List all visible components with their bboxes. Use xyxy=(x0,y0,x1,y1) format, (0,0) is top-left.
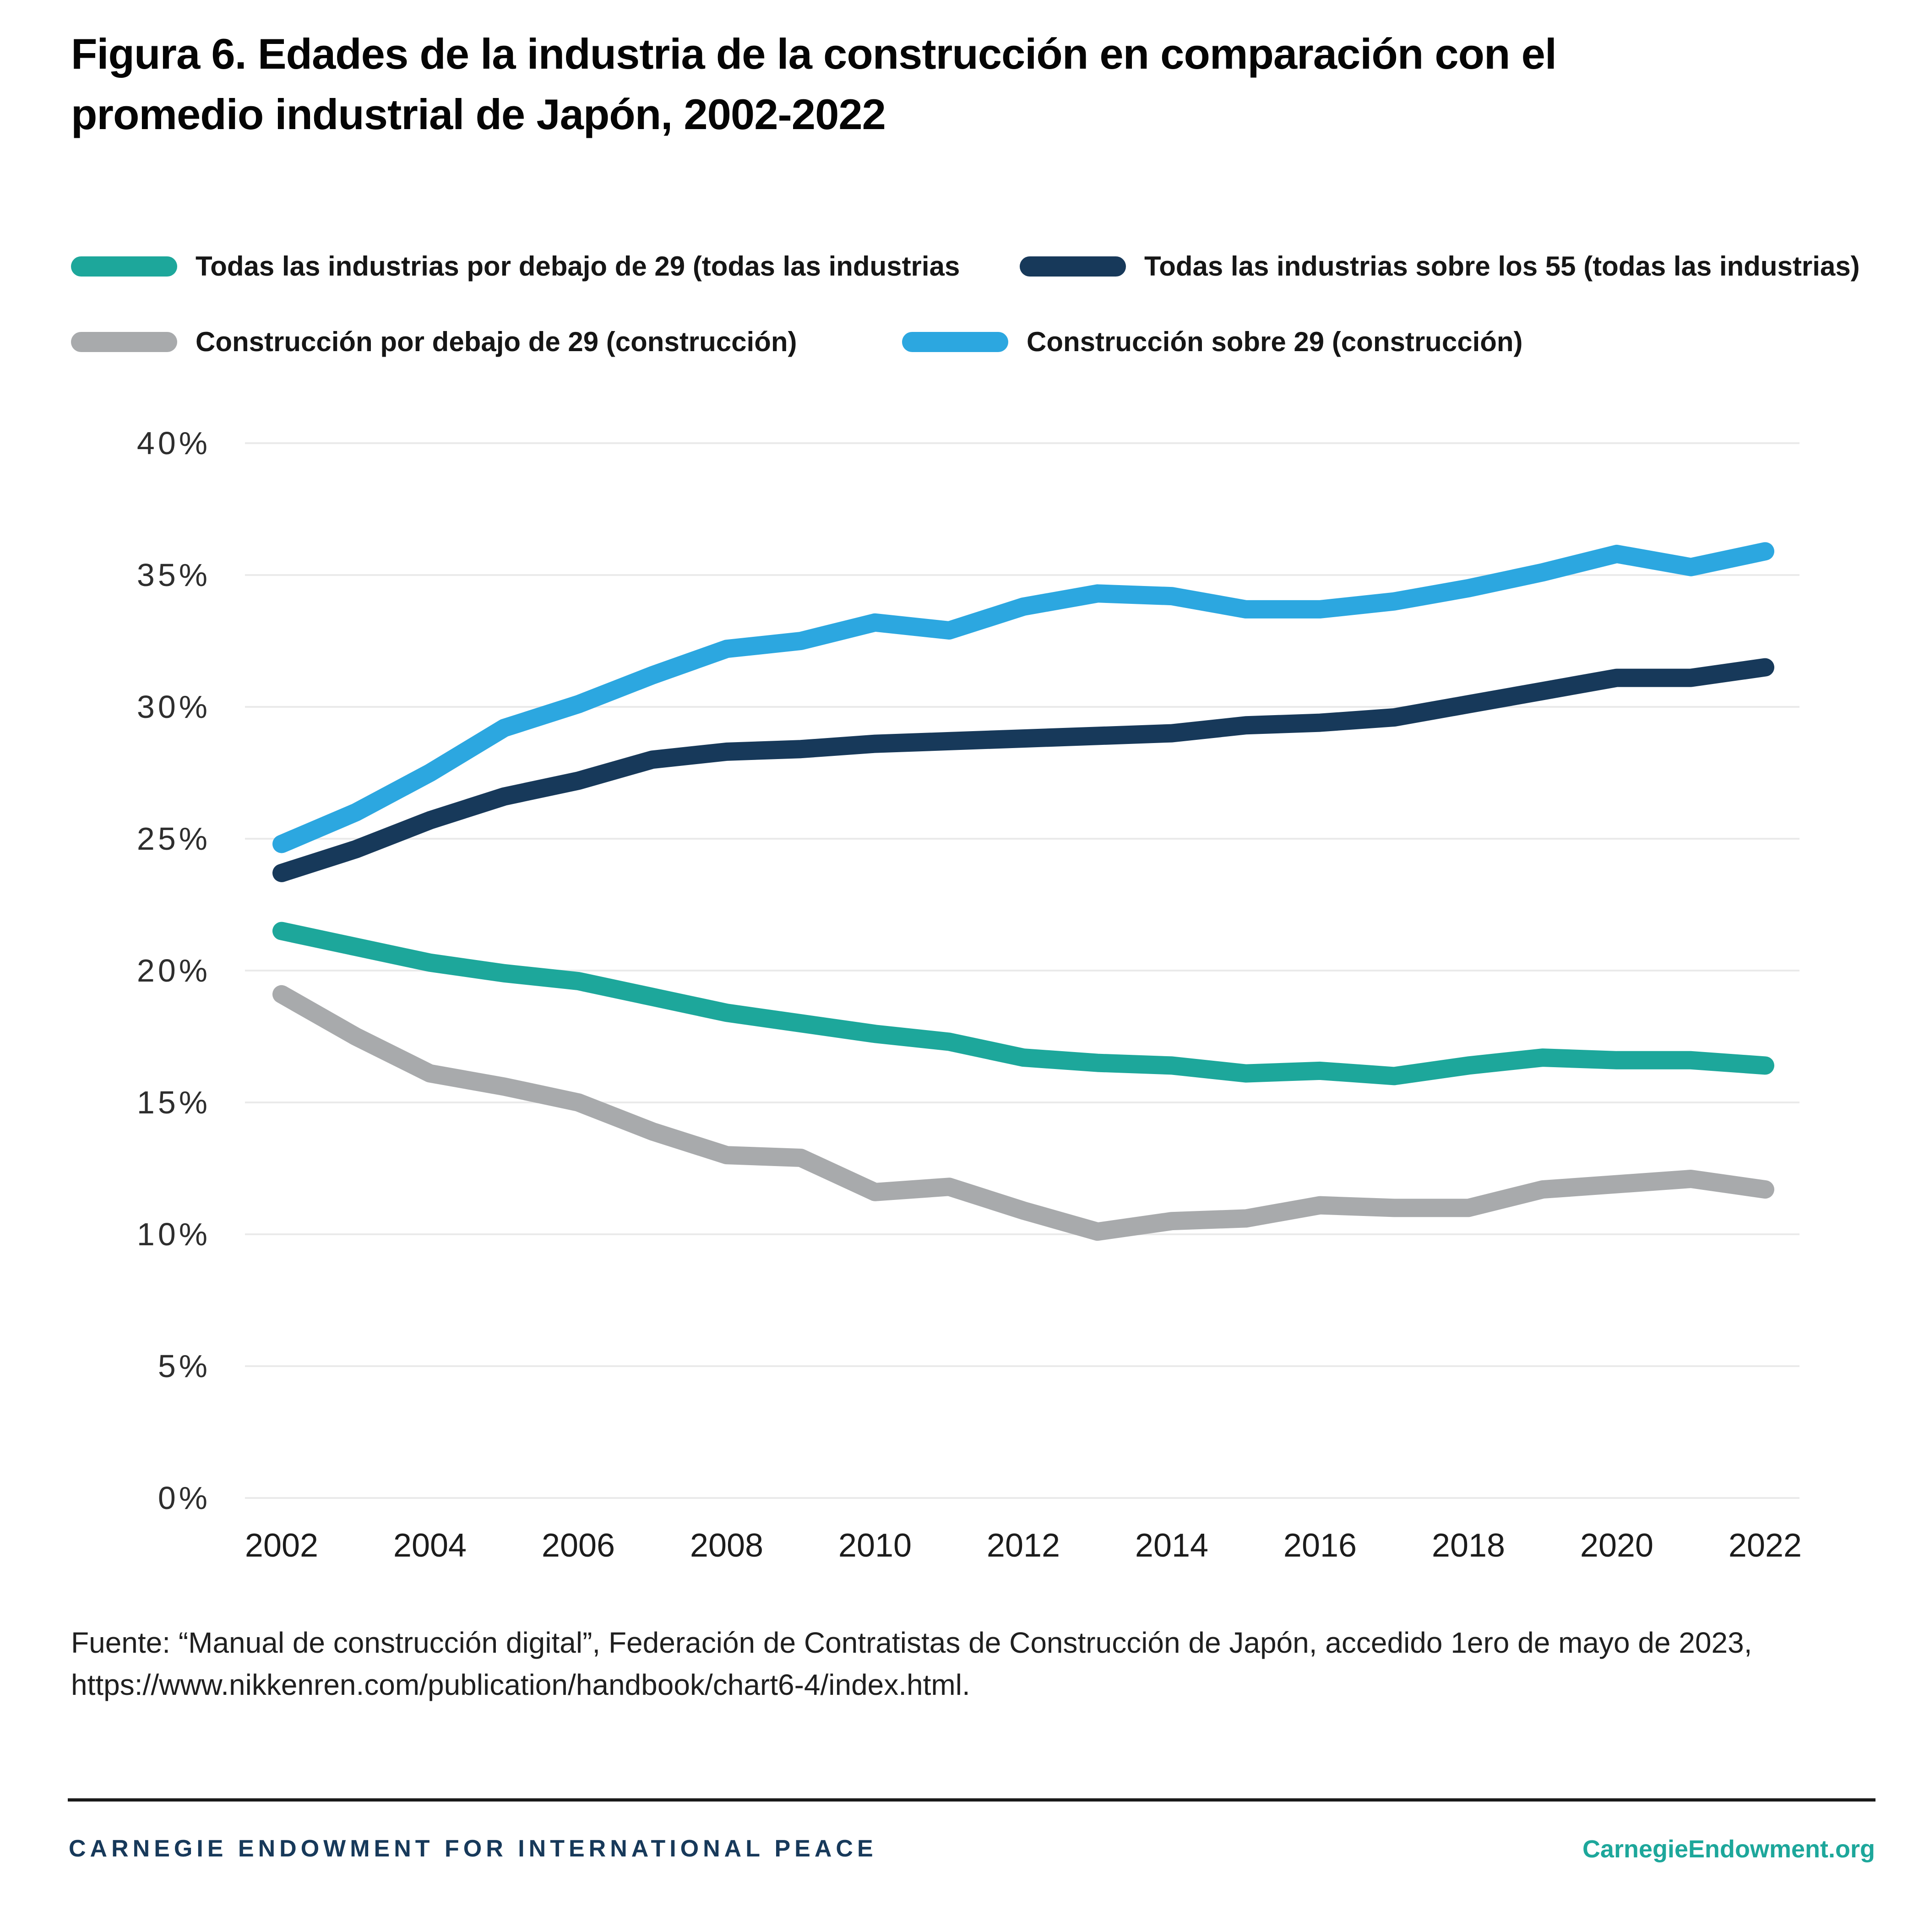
y-tick-label: 30% xyxy=(136,689,211,725)
footer-website-link[interactable]: CarnegieEndowment.org xyxy=(1582,1835,1875,1863)
y-tick-label: 10% xyxy=(136,1216,211,1252)
x-tick-label: 2020 xyxy=(1580,1527,1654,1564)
x-tick-label: 2012 xyxy=(986,1527,1060,1564)
y-tick-label: 15% xyxy=(136,1085,211,1120)
source-note xyxy=(71,1622,1866,1706)
series-line-2 xyxy=(282,994,1765,1232)
y-tick-label: 20% xyxy=(136,953,211,988)
x-tick-label: 2016 xyxy=(1283,1527,1357,1564)
x-tick-label: 2018 xyxy=(1431,1527,1506,1564)
y-tick-label: 5% xyxy=(158,1348,211,1384)
y-tick-label: 40% xyxy=(136,425,211,461)
legend-label: Todas las industrias por debajo de 29 (todas las industrias xyxy=(196,251,960,282)
legend-label: Construcción por debajo de 29 (construcción) xyxy=(196,326,797,357)
y-tick-label: 35% xyxy=(136,557,211,593)
x-tick-label: 2008 xyxy=(690,1527,764,1564)
x-tick-label: 2006 xyxy=(541,1527,615,1564)
x-tick-label: 2002 xyxy=(245,1527,319,1564)
source-line2: https://www.nikkenren.com/publication/handbook/chart6-4/index.html. xyxy=(71,1668,970,1701)
footer-divider xyxy=(68,1798,1875,1802)
x-tick-label: 2022 xyxy=(1728,1527,1802,1564)
source-line1: Fuente: “Manual de construcción digital”, Federación de Contratistas de Construcción de Japón, accedido 1ero de mayo de 2023, xyxy=(71,1626,1752,1659)
figure-title-line2: promedio industrial de Japón, 2002-2022 xyxy=(71,90,886,138)
y-tick-label: 0% xyxy=(158,1480,211,1516)
x-tick-label: 2010 xyxy=(838,1527,912,1564)
series-line-0 xyxy=(282,931,1765,1076)
x-tick-label: 2014 xyxy=(1135,1527,1209,1564)
footer-org-name: CARNEGIE ENDOWMENT FOR INTERNATIONAL PEACE xyxy=(69,1835,877,1862)
legend-label: Construcción sobre 29 (construcción) xyxy=(1027,326,1523,357)
x-tick-label: 2004 xyxy=(393,1527,467,1564)
series-line-1 xyxy=(282,668,1765,873)
figure-title-line1: Figura 6. Edades de la industria de la construcción en comparación con el xyxy=(71,30,1556,78)
legend-label: Todas las industrias sobre los 55 (todas las industrias) xyxy=(1144,251,1860,282)
y-tick-label: 25% xyxy=(136,821,211,857)
